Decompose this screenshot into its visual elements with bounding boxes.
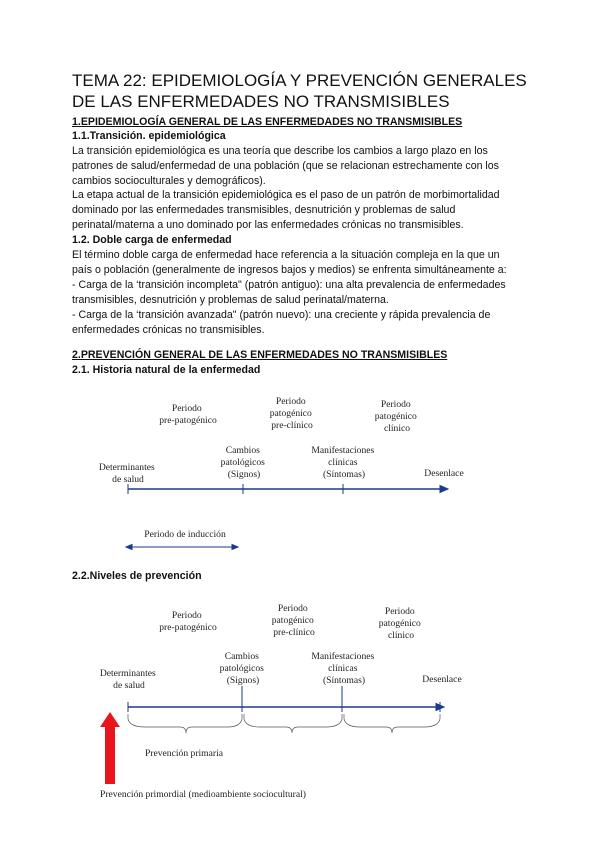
section-2-2-heading: 2.2.Niveles de prevención	[72, 570, 202, 582]
section-2-heading: 2.PREVENCIÓN GENERAL DE LAS ENFERMEDADES NO TRANSMISIBLES	[72, 349, 448, 361]
bracket-tertiary	[344, 714, 440, 733]
diagram-1-events	[99, 445, 464, 485]
induction-arrowhead-left	[126, 545, 132, 550]
paragraph-transicion-1	[72, 144, 542, 189]
primordial-prevention-label: Prevención primordial (medioambiente sociocultural)	[100, 789, 306, 800]
event-manifestaciones: Manifestaciones clínicas (Síntomas)	[311, 445, 375, 480]
section-1-2-heading: 1.2. Doble carga de enfermedad	[72, 234, 232, 246]
period-pre-patogenico: Periodo pre-patogénico	[159, 610, 217, 633]
text-line: - Carga de la ‘transición avanzada" (patrón nuevo): una creciente y rápida prevalencia de	[72, 309, 491, 322]
paragraph-doble-carga	[72, 248, 542, 339]
event-desenlace: Desenlace	[422, 674, 462, 685]
text-line: La transición epidemiológica es una teoría que describe los cambios a largo plazo en los	[72, 145, 488, 157]
timeline-arrowhead	[440, 486, 448, 493]
bracket-primary	[128, 714, 242, 733]
title-line-2: DE LAS ENFERMEDADES NO TRANSMISIBLES	[72, 92, 450, 111]
red-arrow-shape	[100, 712, 120, 784]
diagram-1-timeline	[128, 484, 448, 494]
induction-label: Periodo de inducción	[144, 529, 226, 540]
section-2-1-heading: 2.1. Historia natural de la enfermedad	[72, 364, 261, 376]
text-line: dominado por las enfermedades transmisibles, desnutrición y problemas de salud	[72, 204, 456, 217]
diagram-2-periods	[159, 603, 423, 641]
primary-prevention-label: Prevención primaria	[144, 748, 224, 759]
event-determinantes: Determinantes de salud	[99, 668, 156, 691]
diagram-2-timeline	[128, 686, 444, 712]
document-title	[72, 70, 542, 112]
section-1-1-heading: 1.1.Transición. epidemiológica	[72, 130, 226, 142]
period-pre-clinico: Periodo patogénico pre-clínico	[269, 396, 313, 431]
diagram-2-events	[100, 651, 462, 691]
induction-arrowhead-right	[232, 545, 238, 550]
event-desenlace: Desenlace	[424, 468, 464, 479]
bracket-secondary	[244, 714, 342, 733]
title-line-1: TEMA 22: EPIDEMIOLOGÍA Y PREVENCIÓN GENERALES	[72, 71, 527, 90]
event-cambios: Cambios patológicos (Signos)	[219, 651, 264, 686]
event-cambios: Cambios patológicos (Signos)	[220, 445, 265, 480]
text-line: La etapa actual de la transición epidemiológica es el paso de un patrón de morbimortalidad	[72, 189, 500, 201]
text-line: enfermedades crónicas no transmisibles.	[72, 324, 265, 337]
period-clinico: Periodo patogénico clínico	[378, 606, 421, 641]
text-line: país o población (generalmente de ingresos bajos y medios) se enfrenta simultáneamente a:	[72, 264, 507, 277]
text-line: - Carga de la ‘transición incompleta" (patrón antiguo): una alta prevalencia de enfermedades	[72, 279, 506, 292]
period-pre-patogenico: Periodo pre-patogénico	[159, 403, 217, 426]
event-determinantes: Determinantes de salud	[98, 462, 155, 485]
primordial-arrow	[100, 712, 120, 784]
period-pre-clinico: Periodo patogénico pre-clínico	[271, 603, 315, 638]
period-clinico: Periodo patogénico clínico	[374, 399, 417, 434]
text-line: transmisibles, desnutrición y problemas de salud perinatal/materna.	[72, 294, 389, 307]
text-line: patrones de salud/enfermedad de una población (que se relacionan estrechamente con los	[72, 160, 499, 173]
text-line: cambios socioculturales y demográficos).	[72, 175, 266, 188]
event-manifestaciones: Manifestaciones clínicas (Síntomas)	[311, 651, 375, 686]
paragraph-transicion-2	[72, 188, 542, 233]
text-line: El término doble carga de enfermedad hace referencia a la situación compleja en la que un	[72, 249, 500, 261]
prevention-brackets	[128, 714, 440, 733]
diagram-1-periods	[159, 396, 419, 434]
induction-arrow	[126, 545, 238, 550]
timeline-arrowhead	[436, 704, 444, 711]
text-line: perinatal/materna a uno dominado por las enfermedades crónicas no transmisibles.	[72, 219, 464, 232]
section-1-heading: 1.EPIDEMIOLOGÍA GENERAL DE LAS ENFERMEDADES NO TRANSMISIBLES	[72, 116, 463, 128]
